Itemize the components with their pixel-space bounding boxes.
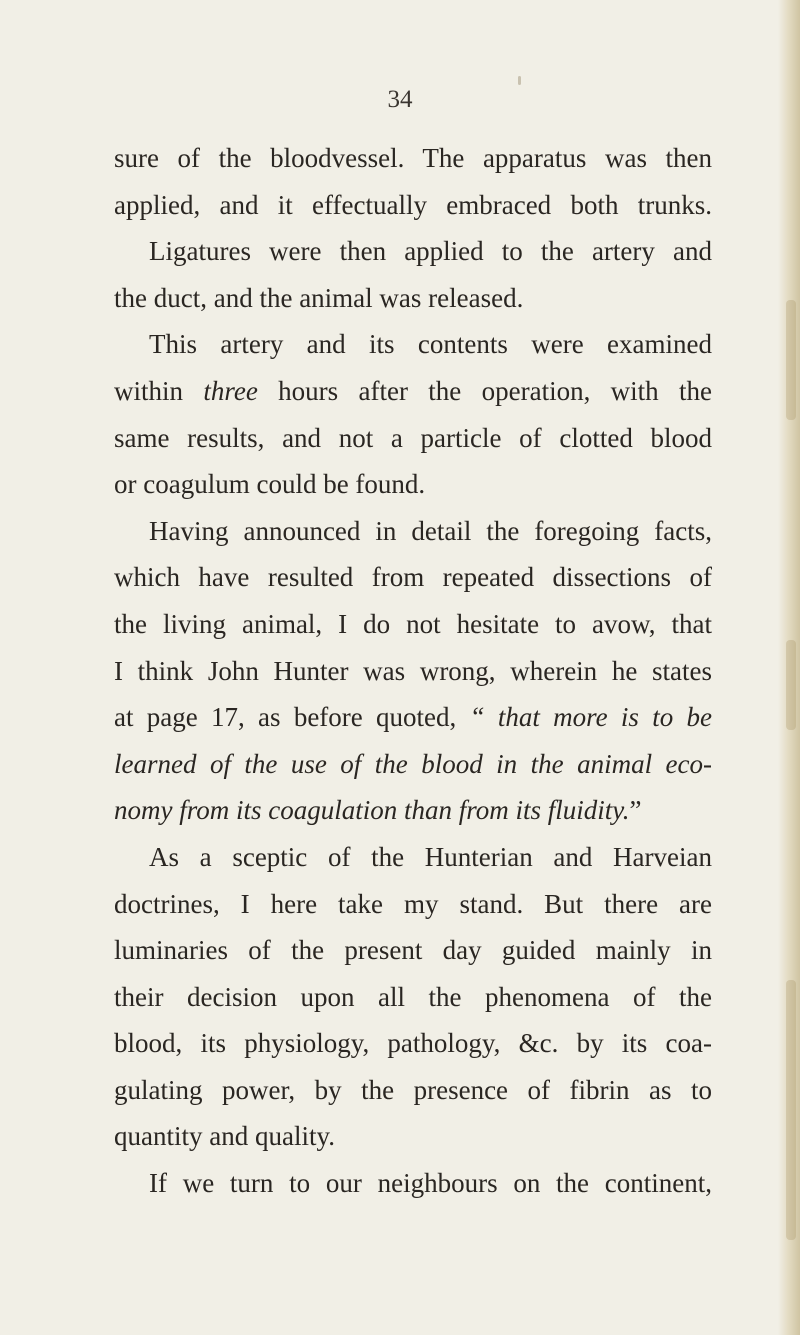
text-line: doctrines, I here take my stand. But there are bbox=[114, 888, 712, 919]
text-line: which have resulted from repeated dissections of bbox=[114, 562, 712, 593]
paper-speck bbox=[518, 76, 521, 85]
text-line: at page 17, as before quoted, “ that more is to be bbox=[114, 702, 712, 733]
text-line: blood, its physiology, pathology, &c. by its coa- bbox=[114, 1028, 712, 1059]
page-number: 34 bbox=[387, 86, 413, 113]
text-line: within three hours after the operation, with the bbox=[114, 375, 712, 406]
text-line: same results, and not a particle of clotted blood bbox=[114, 422, 712, 453]
text-line: quantity and quality. bbox=[114, 1121, 335, 1152]
text-line: Ligatures were then applied to the artery and bbox=[149, 236, 712, 267]
quotation: “ that more is to be bbox=[469, 702, 712, 733]
emphasis: three bbox=[203, 375, 258, 406]
text-line: As a sceptic of the Hunterian and Harveian bbox=[149, 841, 712, 872]
text-line: the living animal, I do not hesitate to avow, that bbox=[114, 608, 712, 639]
page-edge-stain bbox=[786, 300, 796, 420]
text-line: If we turn to our neighbours on the continent, bbox=[149, 1168, 712, 1199]
text-line: This artery and its contents were examined bbox=[149, 329, 712, 360]
body-text bbox=[114, 141, 712, 1213]
text-line: luminaries of the present day guided mainly in bbox=[114, 935, 712, 966]
text-line: applied, and it effectually embraced both trunks. bbox=[114, 189, 712, 220]
quotation-line: nomy from its coagulation than from its fluidity.” bbox=[114, 795, 642, 826]
text-line: Having announced in detail the foregoing facts, bbox=[149, 515, 712, 546]
page-edge-stain bbox=[786, 640, 796, 730]
text-line: the duct, and the animal was released. bbox=[114, 282, 524, 313]
text-line: or coagulum could be found. bbox=[114, 469, 426, 500]
text-line: I think John Hunter was wrong, wherein he states bbox=[114, 655, 712, 686]
text-line: gulating power, by the presence of fibrin as to bbox=[114, 1074, 712, 1105]
text-line: sure of the bloodvessel. The apparatus was then bbox=[114, 143, 712, 173]
text-line: their decision upon all the phenomena of the bbox=[114, 981, 712, 1012]
page-edge-stain bbox=[786, 980, 796, 1240]
quotation-line: learned of the use of the blood in the animal eco- bbox=[114, 748, 712, 779]
